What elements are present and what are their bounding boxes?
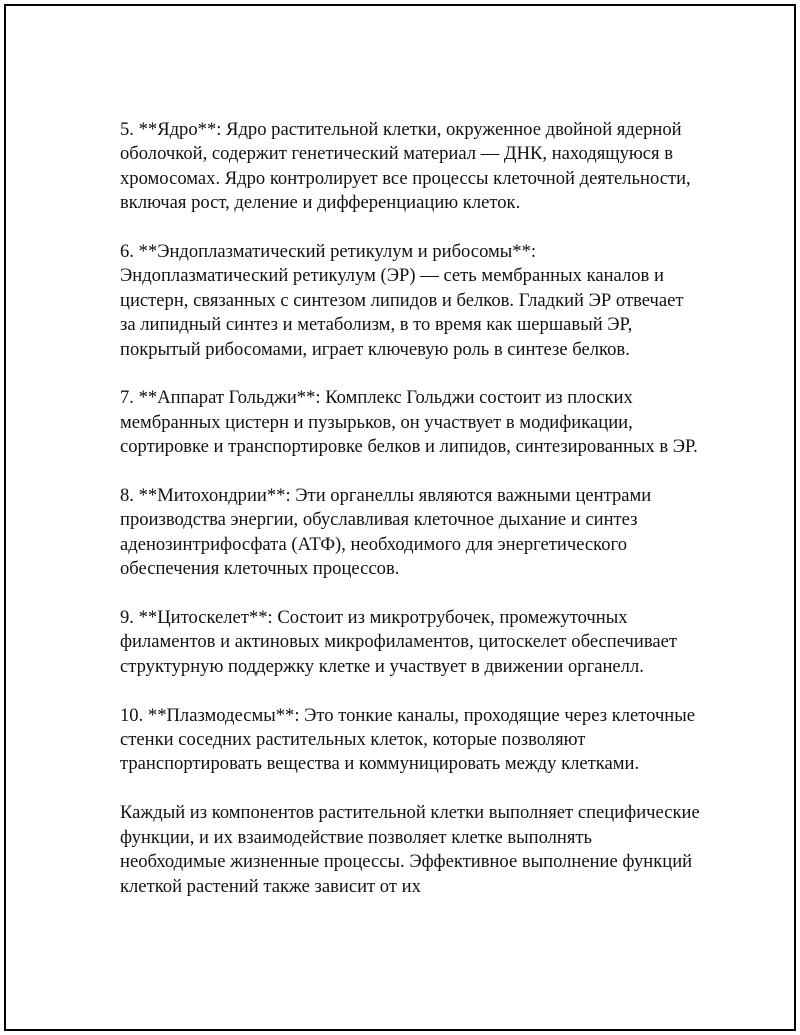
paragraph-conclusion: Каждый из компонентов растительной клетки выполняет специфические функции, и их взаимодействие позволяет клетке выполнять необходимые жизненные процессы. Эффективное выполнение функций клеткой растений также зависит от их (120, 802, 700, 897)
paragraph-mitochondria: 8. **Митохондрии**: Эти органеллы являются важными центрами производства энергии, обуславливая клеточное дыхание и синтез аденозинтрифосфата (АТФ), необходимого для энергетического обеспечения клеточных процессов. (120, 485, 652, 580)
paragraph-nucleus: 5. **Ядро**: Ядро растительной клетки, окруженное двойной ядерной оболочкой, содержит генетический материал — ДНК, находящуюся в хромосомах. Ядро контролирует все процессы клеточной деятельности, включая рост, деление и дифференциацию клеток. (120, 119, 691, 214)
paragraph-golgi-apparatus: 7. **Аппарат Гольджи**: Комплекс Гольджи состоит из плоских мембранных цистерн и пузырьков, он участвует в модификации, сортировке и транспортировке белков и липидов, синтезированных в ЭР. (120, 387, 698, 458)
paragraph-plasmodesmata: 10. **Плазмодесмы**: Это тонкие каналы, проходящие через клеточные стенки соседних растительных клеток, которые позволяют транспортировать вещества и коммуницировать между клетками. (120, 704, 695, 775)
document-body (120, 118, 700, 923)
paragraph-endoplasmic-reticulum: 6. **Эндоплазматический ретикулум и рибосомы**: Эндоплазматический ретикулум (ЭР) — сеть мембранных каналов и цистерн, связанных с синтезом липидов и белков. Гладкий ЭР отвечает за липидный синтез и метаболизм, в то время как шершавый ЭР, покрытый рибосомами, играет ключевую роль в синтезе белков. (120, 241, 684, 360)
paragraph-cytoskeleton: 9. **Цитоскелет**: Состоит из микротрубочек, промежуточных филаментов и актиновых микрофиламентов, цитоскелет обеспечивает структурную поддержку клетке и участвует в движении органелл. (120, 607, 677, 677)
document-page (4, 4, 796, 1031)
